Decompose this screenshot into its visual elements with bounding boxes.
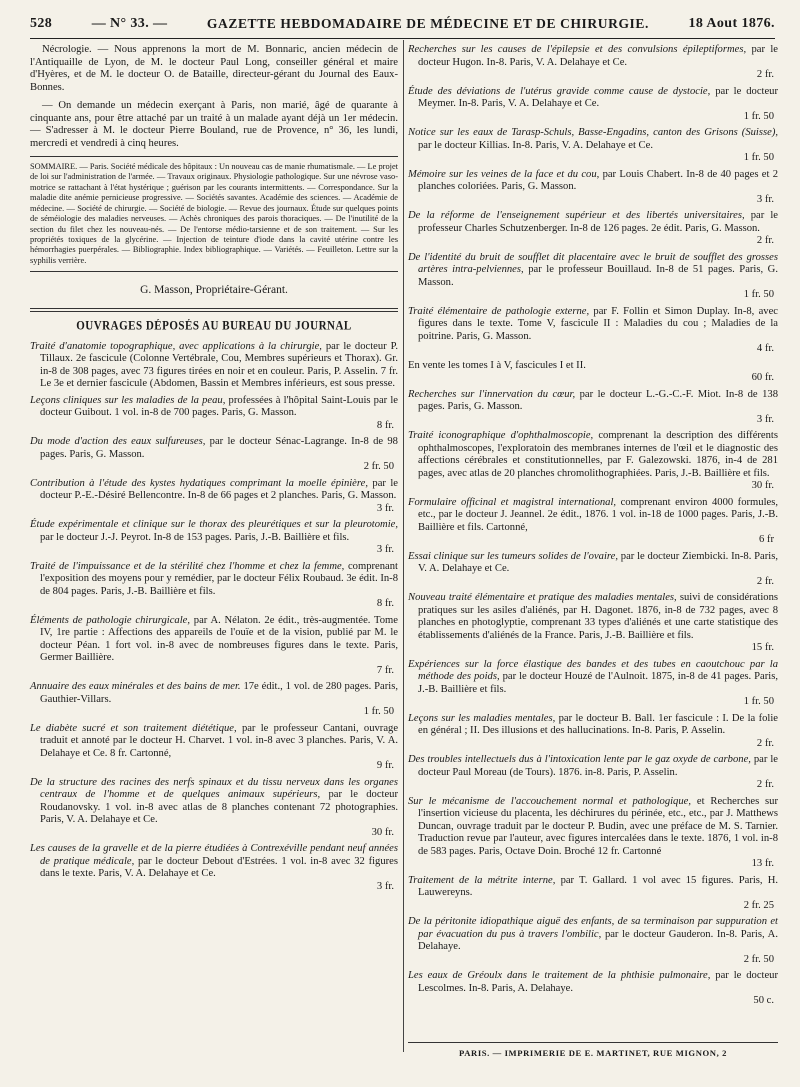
- book-price: 9 fr.: [376, 760, 394, 772]
- book-entry: [408, 252, 778, 302]
- book-price: 6 fr: [758, 534, 774, 545]
- book-title: Étude des déviations de l'utérus gravide comme cause de dystocie,: [408, 85, 711, 97]
- book-details: par le docteur Gauderon. In-8. Paris, A. Delahaye.: [418, 928, 778, 952]
- book-details: suivi de considérations pratiques sur les asiles d'aliénés, par H. Dagonet. 1876, in-8 de 732 pages, avec 8 planches en photoglyptie, comprenant 33 types d'aliénés et une carte statistique des établissements d'aliénés de la France. Paris, J.-B. Baillière et fils.: [418, 592, 779, 641]
- book-price: 30 fr.: [751, 480, 774, 491]
- book-price: 30 fr.: [371, 826, 394, 838]
- book-details: par le docteur Hugon. In-8. Paris, V. A. Delahaye et Ce.: [418, 44, 778, 68]
- journal-title: GAZETTE HEBDOMADAIRE DE MÉDECINE ET DE CHIRURGIE.: [206, 16, 649, 31]
- book-price: 1 fr. 50: [743, 696, 774, 707]
- book-price: 3 fr.: [376, 502, 394, 514]
- column-divider: [403, 40, 404, 1052]
- book-entry: [408, 360, 778, 385]
- book-price: 2 fr.: [756, 779, 774, 790]
- book-details: par le docteur P.-E.-Désiré Bellencontre. In-8 de 66 pages et 2 planches. Paris, G. Masson.: [40, 477, 399, 502]
- right-entries-list: [408, 44, 778, 1008]
- book-price: 1 fr. 50: [743, 289, 774, 300]
- book-title: De la péritonite idiopathique aiguë des enfants, de sa terminaison par suppuration et par évacuation du pus à travers l'ombilic,: [408, 916, 778, 940]
- book-entry: [30, 478, 398, 516]
- book-entry: [408, 430, 778, 493]
- book-details: et Recherches sur l'insertion vicieuse du placenta, les déchirures du périnée, etc., etc., par J. Matthews Duncan, ouvrage traduit par le docteur P. Budin, avec une préface de M. S. Tarnier. Traduction revue par l'auteur, avec figures intercalées dans le texte. 1876, 1 vol. in-8 de 583 pages. Paris, Octave Doin. Broché 12 fr. Cartonné: [418, 795, 778, 857]
- book-title: Recherches sur l'innervation du cœur,: [408, 388, 576, 400]
- book-price: 2 fr. 25: [743, 899, 774, 911]
- book-entry: [408, 754, 778, 792]
- book-details: par le professeur Bouillaud. In-8 de 51 pages. Paris, G. Masson.: [418, 264, 778, 288]
- book-title: Les causes de la gravelle et de la pierre étudiées à Contrexéville pendant neuf années de pratique médicale,: [30, 843, 398, 867]
- book-entry: [30, 681, 398, 719]
- annonce-paragraph: — On demande un médecin exerçant à Paris, non marié, âgé de quarante à cinquante ans, pour être attaché par un traité à un malade ayant déjà un 1er médecin. — S'adresser à M. le docteur Pierre Bouland, rue de Provence, n° 36, les lundi, mercredi et vendredi à cinq heures.: [30, 100, 398, 149]
- book-title: De la structure des racines des nerfs spinaux et du tissu nerveux dans les organes centraux de l'homme et de quelques animaux supérieurs,: [30, 776, 398, 801]
- book-details: En vente les tomes I à V, fascicules I et II.: [408, 359, 586, 371]
- book-price: 2 fr.: [756, 235, 774, 246]
- book-entry: [408, 551, 778, 589]
- book-details: par le docteur Meymer. In-8. Paris, V. A. Delahaye et Ce.: [418, 85, 778, 109]
- book-entry: [408, 796, 778, 871]
- issue-date: 18 Aout 1876.: [688, 16, 775, 31]
- book-entry: [30, 723, 398, 773]
- book-details: par le professeur Charles Schutzenberger. In-8 de 126 pages. 2e édit. Paris, G. Masson.: [418, 210, 778, 234]
- book-price: 2 fr. 50: [743, 953, 774, 965]
- separator: [30, 156, 398, 157]
- book-price: 3 fr.: [376, 880, 394, 892]
- book-entry: [408, 875, 778, 913]
- book-price: 3 fr.: [756, 193, 774, 205]
- book-price: 2 fr.: [756, 575, 774, 587]
- book-entry: [408, 86, 778, 124]
- book-price: 2 fr.: [756, 69, 774, 80]
- book-price: 3 fr.: [756, 413, 774, 425]
- book-title: Mémoire sur les veines de la face et du cou,: [408, 168, 600, 180]
- book-entry: [30, 777, 398, 840]
- book-price: 8 fr.: [376, 598, 394, 610]
- signature: G. Masson, Propriétaire-Gérant.: [140, 284, 288, 297]
- left-entries-list: [30, 341, 398, 894]
- book-title: Traité élémentaire de pathologie externe,: [408, 305, 590, 317]
- printer-imprint: PARIS. — IMPRIMERIE DE E. MARTINET, RUE MIGNON, 2: [408, 1042, 778, 1058]
- book-entry: [30, 436, 398, 474]
- book-entry: [408, 713, 778, 751]
- book-details: par le docteur L.-G.-C.-F. Miot. In-8 de 138 pages. Paris, G. Masson.: [418, 388, 778, 412]
- book-title: Sur le mécanisme de l'accouchement normal et pathologique,: [408, 795, 692, 807]
- book-entry: [30, 341, 398, 391]
- book-title: Les eaux de Gréoulx dans le traitement de la phthisie pulmonaire,: [408, 970, 711, 981]
- book-title: Leçons cliniques sur les maladies de la peau,: [30, 394, 226, 406]
- book-details: par le professeur Cantani, ouvrage traduit et annoté par le docteur H. Charvet. 1 vol. in-8 avec 3 planches. Paris, V. A. Delahaye et Ce. 8 fr. Cartonné,: [40, 722, 399, 759]
- book-price: 1 fr. 50: [363, 706, 394, 718]
- page-number: 528: [30, 16, 53, 31]
- book-price: 13 fr.: [751, 858, 774, 869]
- book-entry: [408, 389, 778, 427]
- book-title: Traité de l'impuissance et de la stérilité chez l'homme et chez la femme,: [30, 560, 345, 572]
- book-details: par Louis Chabert. In-8 de 40 pages et 2 planches coloriées. Paris, G. Masson.: [418, 168, 778, 192]
- book-details: par le docteur P. Tillaux. 2e fascicule (Colonne Vertébrale, Cou, Membres supérieurs et Thorax). Gr. in-8 de 308 pages, avec 73 figures tirées en noir et en couleur. Paris, P. Asselin. 7 fr. Le 3e et dernier fascicule (Abdomen, Bassin et Membres inférieurs, est sous presse.: [40, 340, 398, 390]
- book-title: Du mode d'action des eaux sulfureuses,: [30, 436, 206, 448]
- book-entry: [30, 519, 398, 557]
- book-price: 7 fr.: [376, 664, 394, 676]
- book-price: 1 fr. 50: [743, 152, 774, 163]
- book-details: par le docteur Debout d'Estrées. 1 vol. in-8 avec 32 figures dans le texte. Paris, V. A. Delahaye et Ce.: [40, 855, 398, 880]
- sommaire: SOMMAIRE. — Paris. Société médicale des hôpitaux : Un nouveau cas de manie rhumatismale. — Le projet de loi sur l'administration de l'armée. — Travaux originaux. Physiologie pathologique. Sur une névrose vaso-motrice se rattachant à l'état hystérique ; guérison par les courants intermittents. — Correspondance. Sur la maladie dite anémie pernicieuse progressive. — Sociétés savantes. Académie des sciences. — Académie de médecine. — Société de chirurgie. — Société de biologie. — Revue des journaux. Étude sur quelques points de séméiologie des maladies nerveuses. — Achès chroniques des parois thoraciques. — De l'inutilité de la section du filet chez les nouveau-nés. — De l'entorse médio-tarsienne et de son traitement. — Sur les propriétés toxiques de la glycérine. — Injection de teinture d'iode dans la cavité utérine contre les hémorrhagies puerpérales. — Bibliographie. Index bibliographique. — Variétés. — Feuilleton. Lettre sur la syphilis verrière.: [30, 162, 398, 265]
- book-title: Traité d'anatomie topographique, avec applications à la chirurgie,: [30, 340, 322, 352]
- book-entry: [30, 395, 398, 433]
- book-entry: [408, 127, 778, 165]
- book-details: par le docteur Killias. In-8. Paris, V. A. Delahaye et Ce.: [418, 139, 653, 151]
- book-title: Essai clinique sur les tumeurs solides de l'ovaire,: [408, 550, 618, 562]
- double-separator: [30, 308, 398, 312]
- book-price: 3 fr.: [376, 544, 394, 556]
- book-details: par le docteur Ziembicki. In-8. Paris, V. A. Delahaye et Ce.: [418, 550, 778, 574]
- book-details: par T. Gallard. 1 vol avec 15 figures. Paris, H. Lauwereyns.: [418, 874, 779, 898]
- left-column: [30, 44, 398, 897]
- book-title: Des troubles intellectuels dus à l'intoxication lente par le gaz oxyde de carbone,: [408, 754, 751, 765]
- issue-number: — N° 33. —: [91, 16, 168, 31]
- page-header: [30, 10, 775, 39]
- book-details: par le docteur J.-J. Peyrot. In-8 de 153 pages. Paris, J.-B. Baillière et fils.: [40, 531, 350, 543]
- book-entry: [408, 592, 778, 655]
- book-entry: [408, 169, 778, 207]
- book-title: Recherches sur les causes de l'épilepsie et des convulsions épileptiformes,: [408, 44, 747, 55]
- book-details: par le docteur Sénac-Lagrange. In-8 de 98 pages. Paris, G. Masson.: [40, 436, 398, 460]
- book-title: Annuaire des eaux minérales et des bains de mer.: [30, 681, 241, 693]
- book-details: comprenant environ 4000 formules, etc., par le docteur J. Jeannel. 2e édit., 1876. 1 vol. in-18 de 1000 pages. Paris, J.-B. Baillière et fils. Cartonné,: [418, 496, 778, 533]
- book-details: par A. Nélaton. 2e édit., très-augmentée. Tome IV, 1re partie : Affections des appareils de l'ouïe et de la vision, publié par M. le docteur Péan. 1 fort vol. in-8 avec de nombreuses figures dans le texte. Paris, Germer Baillière.: [40, 614, 398, 664]
- book-details: comprenant la description des différents ophthalmoscopes, l'exploratoin des membranes internes de l'œil et le diagnostic des affections cérébrales et constitutionnelles, par F. Galezowski. 1876, in-4 de 281 pages, avec atlas de 20 planches chromolithographiées. Paris, J.-B. Baillière et fils.: [418, 430, 778, 479]
- book-price: 50 c.: [753, 995, 774, 1006]
- book-title: Notice sur les eaux de Tarasp-Schuls, Basse-Engadins, canton des Grisons (Suisse),: [408, 127, 778, 138]
- book-entry: [408, 659, 778, 709]
- separator: [30, 271, 398, 272]
- book-details: 17e édit., 1 vol. de 280 pages. Paris, Gauthier-Villars.: [40, 681, 398, 705]
- book-title: Traitement de la métrite interne,: [408, 874, 556, 886]
- book-price: 2 fr.: [756, 737, 774, 749]
- book-entry: [30, 615, 398, 678]
- book-title: Contribution à l'étude des kystes hydatiques comprimant la moelle épinière,: [30, 477, 368, 489]
- book-details: par le docteur Paul Moreau (de Tours). 1876. in-8. Paris, P. Asselin.: [418, 754, 778, 778]
- book-title: Nouveau traité élémentaire et pratique des maladies mentales,: [408, 592, 677, 603]
- book-details: par le docteur Houzé de l'Aulnoit. 1875, in-8 de 41 pages. Paris, J.-B. Baillière et fils.: [418, 671, 779, 695]
- book-details: professées à l'hôpital Saint-Louis par le docteur Guibout. 1 vol. in-8 de 700 pages. Paris, G. Masson.: [40, 394, 398, 419]
- book-entry: [408, 497, 778, 547]
- book-entry: [30, 561, 398, 611]
- book-entry: [408, 306, 778, 356]
- book-title: Le diabète sucré et son traitement diététique,: [30, 722, 237, 734]
- book-entry: [408, 44, 778, 82]
- book-entry: [408, 210, 778, 248]
- right-column: [408, 44, 778, 1012]
- book-details: par le docteur Roudanovsky. 1 vol. in-8 avec atlas de 8 planches contenant 72 photographies. Paris, V. A. Delahaye et Ce.: [40, 789, 398, 826]
- book-entry: [30, 843, 398, 893]
- book-price: 60 fr.: [751, 372, 774, 383]
- book-entry: [408, 970, 778, 1008]
- book-title: De l'identité du bruit de soufflet dit placentaire avec le bruit de soufflet des grosses artères intra-pelviennes,: [408, 251, 778, 275]
- book-title: De la réforme de l'enseignement supérieur et des libertés universitaires,: [408, 210, 745, 221]
- book-price: 2 fr. 50: [363, 461, 394, 473]
- book-title: Éléments de pathologie chirurgicale,: [30, 614, 191, 626]
- book-details: par le docteur Lescolmes. In-8. Paris, A. Delahaye.: [418, 970, 778, 994]
- book-details: comprenant l'exposition des moyens pour y remédier, par le docteur Félix Roubaud. 3e édit. In-8 de 804 pages. Paris, J.-B. Baillière et fils.: [40, 560, 398, 597]
- necrologie-paragraph: Nécrologie. — Nous apprenons la mort de M. Bonnaric, ancien médecin de l'Antiquaille de Lyon, de M. le docteur Paul Long, conseiller général et maire d'Hyères, et de M. le docteur O. de Bataille, directeur-gérant du Journal des Eaux-Bonnes.: [30, 44, 398, 93]
- book-details: par le docteur B. Ball. 1er fascicule : I. De la folie en général ; II. Des illusions et des hallucinations. In-8. Paris, P. Asselin.: [418, 712, 778, 736]
- section-heading: OUVRAGES DÉPOSÉS AU BUREAU DU JOURNAL: [76, 319, 352, 333]
- book-title: Leçons sur les maladies mentales,: [408, 712, 556, 724]
- book-title: Traité iconographique d'ophthalmoscopie,: [408, 430, 594, 441]
- book-details: par F. Follin et Simon Duplay. In-8, avec figures dans le texte. Tome V, fascicule II : Maladies du cou ; Maladies de la poitrine. Paris, G. Masson.: [418, 305, 779, 342]
- book-title: Expériences sur la force élastique des bandes et des tubes en caoutchouc par la méthode des poids,: [408, 658, 778, 682]
- book-price: 4 fr.: [756, 343, 774, 354]
- book-title: Formulaire officinal et magistral international,: [408, 496, 617, 508]
- book-title: Étude expérimentale et clinique sur le thorax des pleurétiques et sur la pleurotomie,: [30, 519, 398, 531]
- book-price: 1 fr. 50: [743, 110, 774, 122]
- book-price: 15 fr.: [751, 642, 774, 653]
- book-entry: [408, 916, 778, 966]
- book-price: 8 fr.: [376, 419, 394, 431]
